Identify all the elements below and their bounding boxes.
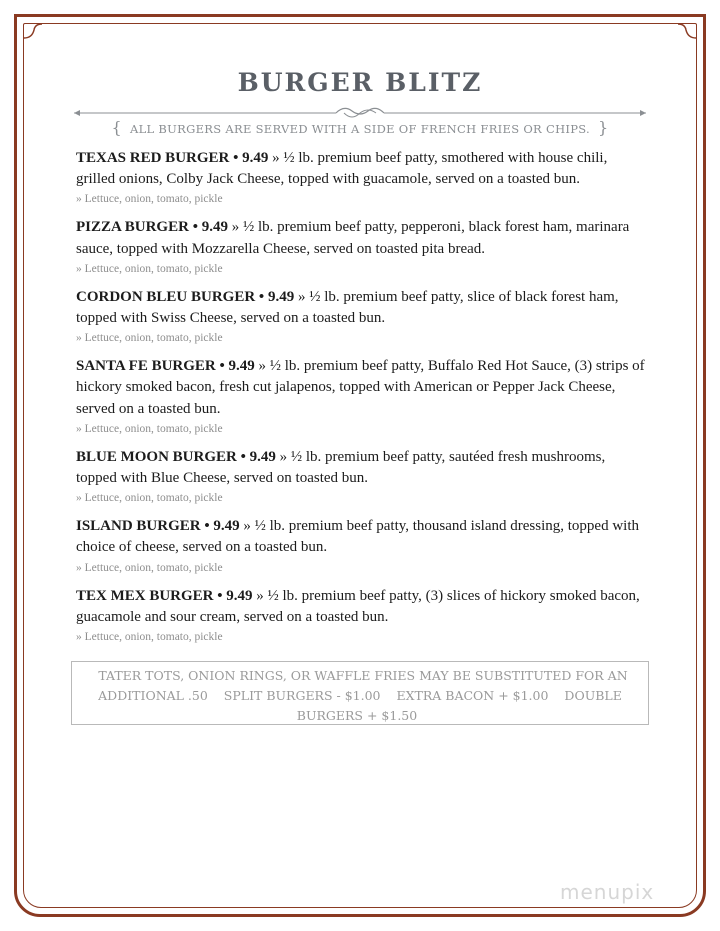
menu-item	[76, 447, 646, 506]
menu-subtitle	[0, 118, 720, 137]
menu-item-description: » ½ lb. premium beef patty, thousand island dressing, topped with choice of cheese, served on a toasted bun.	[76, 518, 639, 556]
menu-item	[76, 516, 646, 575]
corner-ornament-icon	[24, 24, 68, 54]
menu-item-description: » ½ lb. premium beef patty, Buffalo Red Hot Sauce, (3) strips of hickory smoked bacon, fresh cut jalapenos, topped with American or Pepper Jack Cheese, served on a toasted bun.	[76, 358, 645, 417]
menu-item-description: » ½ lb. premium beef patty, (3) slices of hickory smoked bacon, guacamole and sour cream, served on a toasted bun.	[76, 587, 640, 625]
right-brace-icon: }	[598, 118, 609, 137]
extra-bacon-note: EXTRA BACON + $1.00	[396, 688, 549, 703]
menu-item-toppings: » Lettuce, onion, tomato, pickle	[76, 332, 223, 345]
menu-item-description: » ½ lb. premium beef patty, smothered with house chili, grilled onions, Colby Jack Cheese, topped with guacamole, served on a toasted bun.	[76, 150, 608, 188]
split-burgers-note: SPLIT BURGERS - $1.00	[223, 688, 381, 703]
menu-items-list	[76, 148, 646, 655]
menu-item-name: SANTA FE BURGER • 9.49	[76, 358, 255, 375]
left-brace-icon: {	[111, 118, 122, 137]
menu-item-name: TEXAS RED BURGER • 9.49	[76, 150, 269, 166]
menu-item-name: BLUE MOON BURGER • 9.49	[76, 448, 276, 465]
menu-item	[76, 586, 646, 645]
subtitle-text: ALL BURGERS ARE SERVED WITH A SIDE OF FRENCH FRIES OR CHIPS.	[129, 122, 590, 136]
menu-item-name: TEX MEX BURGER • 9.49	[76, 587, 253, 604]
substitution-note: TATER TOTS, ONION RINGS, OR WAFFLE FRIES MAY BE SUBSTITUTED FOR AN ADDITIONAL .50	[98, 668, 628, 703]
menu-item-toppings: » Lettuce, onion, tomato, pickle	[76, 631, 223, 644]
corner-ornament-icon	[652, 24, 696, 54]
menu-item-toppings: » Lettuce, onion, tomato, pickle	[76, 561, 223, 574]
watermark-logo: menupix	[560, 880, 655, 904]
menu-item-toppings: » Lettuce, onion, tomato, pickle	[76, 193, 223, 206]
menu-item	[76, 287, 646, 346]
menu-item-name: PIZZA BURGER • 9.49	[76, 219, 228, 236]
menu-item-name: CORDON BLEU BURGER • 9.49	[76, 288, 295, 305]
menu-item-toppings: » Lettuce, onion, tomato, pickle	[76, 422, 223, 435]
menu-title: BURGER BLITZ	[237, 68, 483, 97]
menu-item-name: ISLAND BURGER • 9.49	[76, 518, 240, 535]
menu-item	[76, 217, 646, 276]
menu-item-description: » ½ lb. premium beef patty, slice of black forest ham, topped with Swiss Cheese, served on a toasted bun.	[76, 288, 619, 327]
menu-item-description: » ½ lb. premium beef patty, pepperoni, black forest ham, marinara sauce, topped with Mozzarella Cheese, served on toasted pita bread.	[76, 219, 630, 257]
menu-item-description: » ½ lb. premium beef patty, sautéed fresh mushrooms, topped with Blue Cheese, served on toasted bun.	[76, 448, 606, 487]
menu-item-toppings: » Lettuce, onion, tomato, pickle	[76, 262, 223, 275]
menu-item	[76, 148, 646, 207]
menu-item-toppings: » Lettuce, onion, tomato, pickle	[76, 492, 223, 505]
double-burgers-note: DOUBLE BURGERS + $1.50	[296, 688, 622, 723]
extras-note-box	[71, 661, 649, 725]
menu-item	[76, 356, 646, 437]
